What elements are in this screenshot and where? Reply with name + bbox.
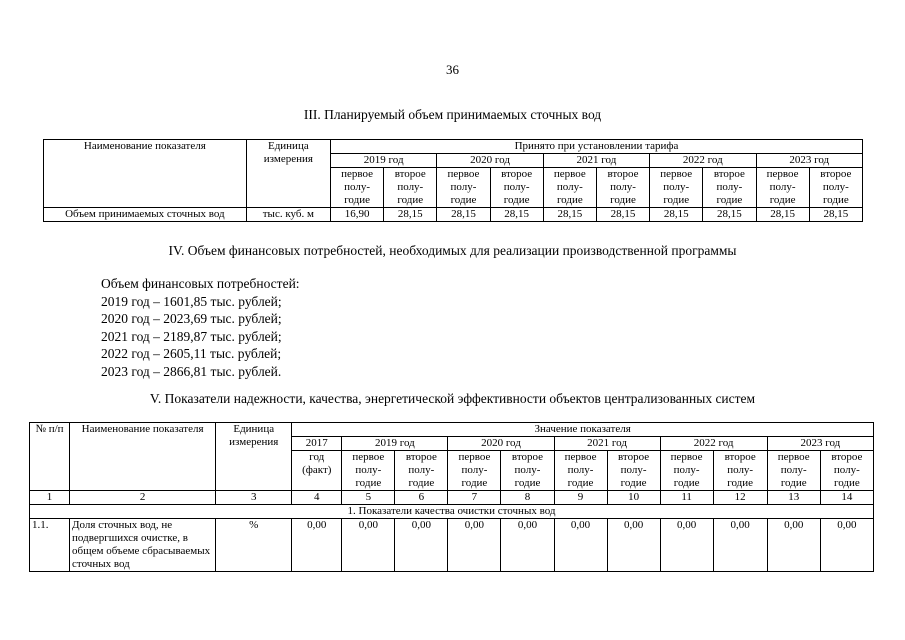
col-number: 13 [767, 491, 820, 505]
list-item: 2021 год – 2189,87 тыс. рублей; [101, 328, 282, 344]
header-half: второе полу-годие [490, 168, 543, 208]
row-value: 0,00 [820, 519, 873, 572]
row-value: 0,00 [448, 519, 501, 572]
col-number: 7 [448, 491, 501, 505]
reliability-indicators-table [29, 422, 874, 572]
col-number: 3 [216, 491, 292, 505]
header-half: первое полу-годие [342, 451, 395, 491]
header-2017-fact: год (факт) [292, 451, 342, 491]
header-year: 2023 год [756, 154, 863, 168]
header-unit: Единица измерения [246, 140, 330, 208]
header-half: второе полу-годие [395, 451, 448, 491]
header-half: первое полу-годие [331, 168, 384, 208]
row-value: 28,15 [756, 208, 809, 222]
col-number: 8 [501, 491, 554, 505]
header-half: второе полу-годие [384, 168, 437, 208]
list-item: 2019 год – 1601,85 тыс. рублей; [101, 293, 282, 309]
header-half: второе полу-годие [809, 168, 862, 208]
column-numbers-row [30, 491, 874, 505]
list-item: Объем финансовых потребностей: [101, 276, 300, 291]
row-num: 1.1. [30, 519, 70, 572]
row-value: 28,15 [650, 208, 703, 222]
list-item: 2022 год – 2605,11 тыс. рублей; [101, 346, 282, 362]
row-name: Объем принимаемых сточных вод [44, 208, 247, 222]
header-num: № п/п [30, 423, 70, 491]
header-year: 2021 год [543, 154, 649, 168]
section-5-title: V. Показатели надежности, качества, энергетической эффективности объектов централизованных систем [149, 391, 756, 406]
row-value: 28,15 [809, 208, 862, 222]
row-value: 0,00 [554, 519, 607, 572]
header-half: первое полу-годие [437, 168, 490, 208]
list-item: 2020 год – 2023,69 тыс. рублей; [101, 311, 282, 327]
row-value: 0,00 [767, 519, 820, 572]
page-number: 36 [446, 62, 459, 77]
header-half: второе полу-годие [596, 168, 649, 208]
header-half: первое полу-годие [448, 451, 501, 491]
group-heading: 1. Показатели качества очистки сточных вод [30, 505, 874, 519]
header-unit: Единица измерения [216, 423, 292, 491]
header-year: 2021 год [554, 437, 660, 451]
row-unit: % [216, 519, 292, 572]
header-half: второе полу-годие [703, 168, 756, 208]
header-year: 2022 год [660, 437, 767, 451]
header-year: 2020 год [437, 154, 543, 168]
row-value: 28,15 [437, 208, 490, 222]
row-value: 0,00 [395, 519, 448, 572]
header-year-2017: 2017 [292, 437, 342, 451]
row-value: 28,15 [384, 208, 437, 222]
header-half: второе полу-годие [501, 451, 554, 491]
table-row [44, 208, 863, 222]
header-half: второе полу-годие [820, 451, 873, 491]
section-4-title: IV. Объем финансовых потребностей, необходимых для реализации производственной программы [168, 243, 737, 258]
header-year: 2022 год [650, 154, 756, 168]
header-indicator: Наименование показателя [44, 140, 247, 208]
row-unit: тыс. куб. м [246, 208, 330, 222]
col-number: 10 [607, 491, 660, 505]
header-year: 2019 год [331, 154, 437, 168]
wastewater-volume-table [43, 139, 863, 222]
list-item: 2023 год – 2866,81 тыс. рублей. [101, 363, 282, 379]
row-value: 28,15 [543, 208, 596, 222]
financial-needs-list [101, 275, 300, 381]
row-value: 0,00 [607, 519, 660, 572]
header-half: первое полу-годие [767, 451, 820, 491]
header-year: 2019 год [342, 437, 448, 451]
col-number: 5 [342, 491, 395, 505]
row-value: 28,15 [703, 208, 756, 222]
col-number: 1 [30, 491, 70, 505]
col-number: 14 [820, 491, 873, 505]
header-half: первое полу-годие [543, 168, 596, 208]
col-number: 12 [713, 491, 767, 505]
header-half: первое полу-годие [650, 168, 703, 208]
row-value: 0,00 [501, 519, 554, 572]
row-value: 0,00 [713, 519, 767, 572]
row-name: Доля сточных вод, не подвергшихся очистке, в общем объеме сбрасываемых сточных вод [70, 519, 216, 572]
col-number: 11 [660, 491, 713, 505]
section-3-title: III. Планируемый объем принимаемых сточных вод [303, 107, 602, 122]
header-accepted: Принято при установлении тарифа [331, 140, 863, 154]
header-year: 2020 год [448, 437, 554, 451]
header-year: 2023 год [767, 437, 873, 451]
table-row [30, 519, 874, 572]
header-half: первое полу-годие [660, 451, 713, 491]
header-half: второе полу-годие [607, 451, 660, 491]
row-value: 28,15 [596, 208, 649, 222]
header-half: первое полу-годие [756, 168, 809, 208]
row-value: 16,90 [331, 208, 384, 222]
col-number: 2 [70, 491, 216, 505]
row-value: 28,15 [490, 208, 543, 222]
col-number: 6 [395, 491, 448, 505]
row-value: 0,00 [292, 519, 342, 572]
header-half: второе полу-годие [713, 451, 767, 491]
row-value: 0,00 [342, 519, 395, 572]
row-value: 0,00 [660, 519, 713, 572]
col-number: 9 [554, 491, 607, 505]
header-indicator: Наименование показателя [70, 423, 216, 491]
header-value: Значение показателя [292, 423, 874, 437]
header-half: первое полу-годие [554, 451, 607, 491]
col-number: 4 [292, 491, 342, 505]
